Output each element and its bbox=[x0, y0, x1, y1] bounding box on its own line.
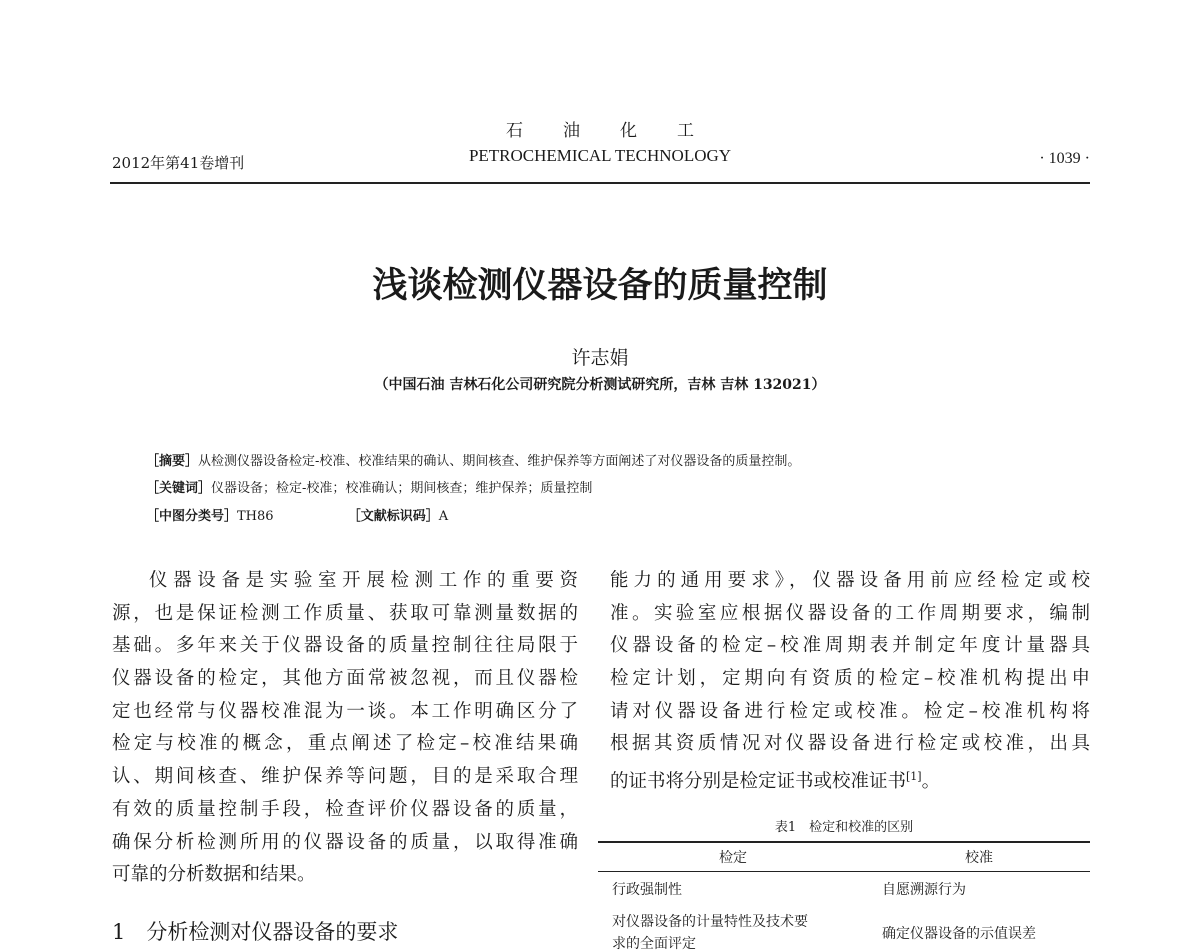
body-line: 仪器设备是实验室开展检测工作的重要资 bbox=[149, 570, 578, 591]
article-title: 浅谈检测仪器设备的质量控制 bbox=[372, 266, 828, 306]
journal-title-en: PETROCHEMICAL TECHNOLOGY bbox=[468, 146, 732, 165]
body-text: 的证书将分别是检定证书或校准证书 bbox=[610, 771, 907, 793]
affiliation: （中国石油 吉林石化公司研究院分析测试研究所，吉林 吉林 132021） bbox=[374, 377, 826, 393]
body-line: 检定与校准的概念，重点阐述了检定–校准结果确 bbox=[112, 733, 578, 755]
header-cell: 校准 bbox=[965, 850, 993, 866]
body-line: 定也经常与仪器校准混为一谈。本工作明确区分了 bbox=[112, 700, 578, 722]
body-line: 基础。多年来关于仪器设备的质量控制往往局限于 bbox=[112, 635, 578, 657]
body-line: 请对仪器设备进行检定或校准。检定–校准机构将 bbox=[610, 700, 1090, 722]
body-line: 仪器设备的检定，其他方面常被忽视，而且仪器检 bbox=[112, 668, 578, 690]
body-line: 检定计划，定期向有资质的检定–校准机构提出申 bbox=[610, 668, 1090, 690]
table-cell: 行政强制性 bbox=[612, 882, 682, 898]
left-column bbox=[112, 565, 578, 892]
body-line bbox=[610, 761, 1090, 794]
abstract-text: 从检测仪器设备检定-校准、校准结果的确认、期间核查、维护保养等方面阐述了对仪器设备的质量控制。 bbox=[198, 454, 801, 469]
table-cell: 对仪器设备的计量特性及技术要求的全面评定 bbox=[612, 914, 808, 952]
clc-value: TH86 bbox=[237, 509, 274, 524]
body-line: 源，也是保证检测工作质量、获取可靠测量数据的 bbox=[112, 602, 578, 624]
doc-code-value: A bbox=[438, 509, 449, 524]
body-line: 能力的通用要求》，仪器设备用前应经检定或校 bbox=[610, 570, 1090, 591]
table-1 bbox=[598, 816, 1090, 952]
body-line: 准。实验室应根据仪器设备的工作周期要求，编制 bbox=[610, 602, 1090, 624]
body-line: 认、期间核查、维护保养等问题，目的是采取合理 bbox=[112, 766, 578, 788]
keywords-label: ［关键词］ bbox=[146, 481, 212, 496]
author: 许志娟 bbox=[571, 347, 629, 369]
journal-title-cn: 石油化工 bbox=[506, 121, 734, 141]
table-cell: 自愿溯源行为 bbox=[882, 882, 966, 898]
abstract bbox=[146, 450, 800, 469]
right-column bbox=[610, 565, 1090, 794]
header-rule bbox=[110, 182, 1090, 184]
abstract-label: ［摘要］ bbox=[146, 454, 199, 469]
doc-code-label: ［文献标识码］ bbox=[347, 509, 439, 524]
header-cell: 检定 bbox=[719, 850, 747, 866]
table-row bbox=[598, 899, 1090, 952]
table-row bbox=[598, 872, 1090, 899]
keywords bbox=[146, 477, 592, 496]
classification bbox=[146, 505, 448, 524]
body-line: 确保分析检测所用的仪器设备的质量，以取得准确 bbox=[112, 831, 578, 853]
body-line: 可靠的分析数据和结果。 bbox=[112, 864, 316, 886]
body-line: 根据其资质情况对仪器设备进行检定或校准，出具 bbox=[610, 733, 1090, 755]
table-header bbox=[598, 843, 1090, 872]
keywords-text: 仪器设备；检定-校准；校准确认；期间核查；维护保养；质量控制 bbox=[211, 481, 593, 496]
table-cell: 确定仪器设备的示值误差 bbox=[882, 926, 1036, 942]
body-line: 有效的质量控制手段，检查评价仪器设备的质量， bbox=[112, 798, 578, 820]
section-heading: 1 分析检测对仪器设备的要求 bbox=[112, 920, 399, 944]
page-number: · 1039 · bbox=[1039, 150, 1090, 167]
citation[interactable]: [1] bbox=[906, 770, 922, 784]
body-line: 仪器设备的检定–校准周期表并制定年度计量器具 bbox=[610, 635, 1090, 657]
body-text: 。 bbox=[921, 771, 941, 793]
clc-label: ［中图分类号］ bbox=[146, 509, 238, 524]
issue-info: 2012年第41卷增刊 bbox=[112, 154, 245, 172]
table-caption: 表1 检定和校准的区别 bbox=[774, 820, 914, 835]
